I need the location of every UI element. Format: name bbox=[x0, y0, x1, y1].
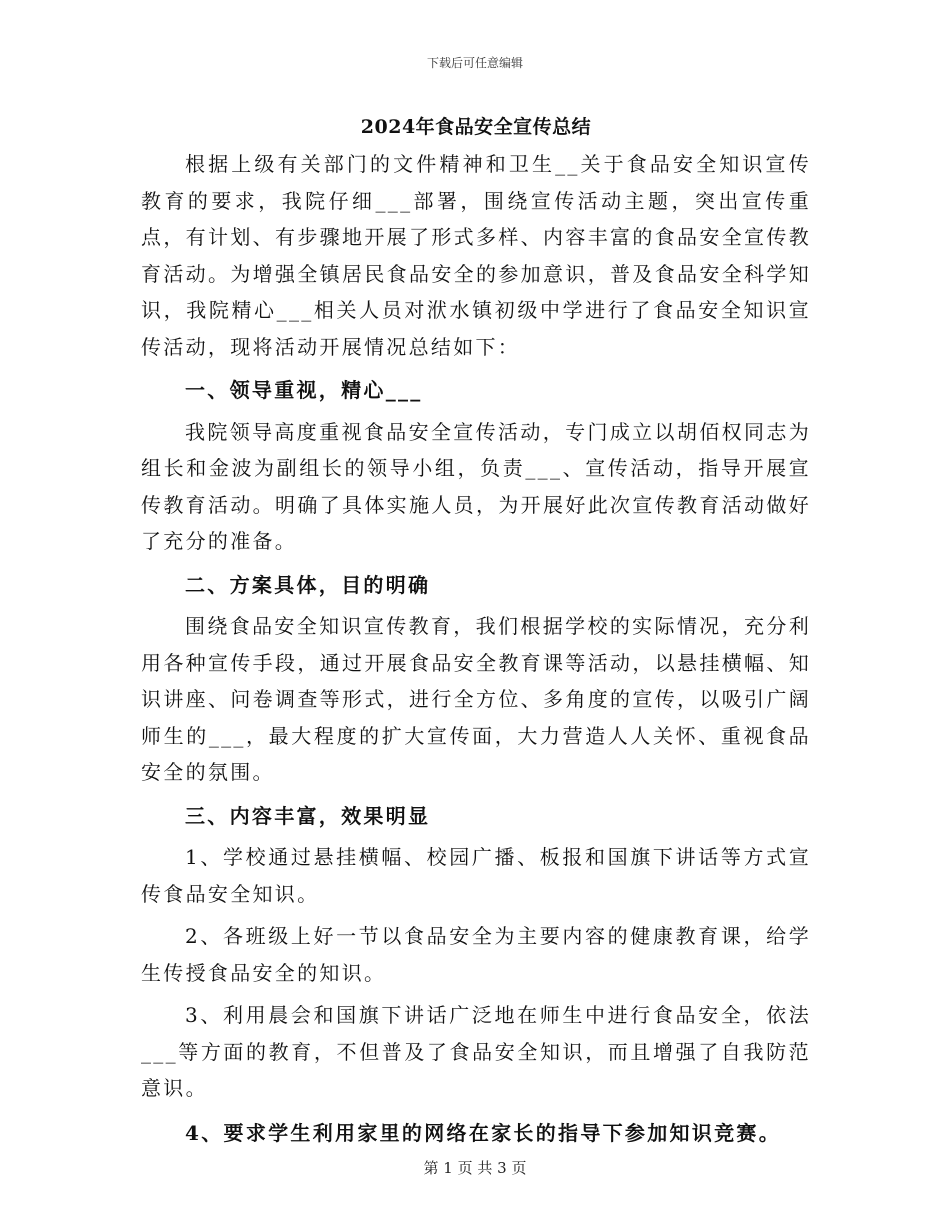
section-3-item-3: 3、利用晨会和国旗下讲话广泛地在师生中进行食品安全，依法___等方面的教育，不但普及了食品安全知识，而且增强了自我防范意识。 bbox=[141, 1003, 811, 1100]
document-title: 2024年食品安全宣传总结 bbox=[360, 116, 592, 138]
section-1-heading: 一、领导重视，精心___ bbox=[185, 378, 423, 402]
section-3-item-4: 4、要求学生利用家里的网络在家长的指导下参加知识竞赛。 bbox=[185, 1120, 782, 1145]
page-number: 第 1 页 共 3 页 bbox=[423, 1159, 527, 1177]
section-2-paragraph: 围绕食品安全知识宣传教育，我们根据学校的实际情况，充分利用各种宣传手段，通过开展食品安全教育课等活动，以悬挂横幅、知识讲座、问卷调查等形式，进行全方位、多角度的宣传，以吸引广阔师生的___，最大程度的扩大宣传面，大力营造人人关怀、重视食品安全的氛围。 bbox=[141, 614, 811, 784]
section-1-paragraph: 我院领导高度重视食品安全宣传活动，专门成立以胡佰权同志为组长和金波为副组长的领导小组，负责___、宣传活动，指导开展宣传教育活动。明确了具体实施人员，为开展好此次宣传教育活动做好了充分的准备。 bbox=[141, 419, 811, 553]
section-3-item-2: 2、各班级上好一节以食品安全为主要内容的健康教育课，给学生传授食品安全的知识。 bbox=[141, 924, 811, 985]
document-body bbox=[141, 112, 811, 1151]
download-note: 下载后可任意编辑 bbox=[426, 56, 523, 70]
section-3-item-1: 1、学校通过悬挂横幅、校园广播、板报和国旗下讲话等方式宣传食品安全知识。 bbox=[141, 845, 811, 906]
section-3-heading: 三、内容丰富，效果明显 bbox=[185, 803, 431, 828]
intro-paragraph: 根据上级有关部门的文件精神和卫生__关于食品安全知识宣传教育的要求，我院仔细___部署，围绕宣传活动主题，突出宣传重点，有计划、有步骤地开展了形式多样、内容丰富的食品安全宣传教育活动。为增强全镇居民食品安全的参加意识，普及食品安全科学知识，我院精心___相关人员对洑水镇初级中学进行了食品安全知识宣传活动，现将活动开展情况总结如下： bbox=[141, 152, 811, 359]
section-2-heading: 二、方案具体，目的明确 bbox=[185, 572, 431, 597]
